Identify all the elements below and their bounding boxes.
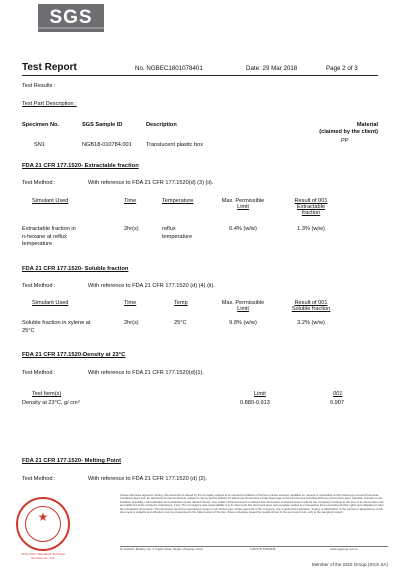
col-time: Time xyxy=(124,198,137,204)
method-label: Test Method : xyxy=(22,180,56,186)
report-number: No. NGBEC1801078401 xyxy=(135,65,203,72)
footer-address: 1F Northern Building, No. 5 Yingbin Road, Ningbo, Zhejiang, China xyxy=(120,547,203,551)
col-max-limit-line2: Limit xyxy=(237,204,249,210)
col-result xyxy=(280,300,342,312)
density-result: 0.907 xyxy=(330,400,344,406)
temperature-value xyxy=(162,226,192,241)
col-result xyxy=(280,198,342,216)
temp-value: 25°C xyxy=(174,320,187,326)
col-simulant: Simulant Used xyxy=(32,198,69,204)
footer-phone: t (86-574) 87663308 xyxy=(250,547,276,551)
result-value: 3.2% (w/w) xyxy=(297,320,325,326)
density-limit: 0.880-0.913 xyxy=(240,400,270,406)
col-sample-001: 001 xyxy=(333,391,343,397)
col-result-line2: Soluble fraction xyxy=(291,306,331,312)
section-soluble-title: FDA 21 CFR 177.1520- Soluble fraction xyxy=(22,266,129,272)
method-text: With reference to FDA 21 CFR 177.1520 (d) (4) (ii). xyxy=(88,283,215,289)
limit-value: 9.8% (w/w) xyxy=(229,320,257,326)
col-max-limit xyxy=(208,300,278,312)
time-value: 2hr(s) xyxy=(124,226,139,232)
part-description-label: Test Part Description : xyxy=(22,101,77,107)
col-description: Description xyxy=(146,122,177,128)
sample-id: NGB18-010784.001 xyxy=(82,142,132,148)
simulant-line2: n-hexane at reflux xyxy=(22,233,67,240)
test-results-label: Test Results : xyxy=(22,83,56,89)
section-density-title: FDA 21 CFR 177.1520-Density at 23°C xyxy=(22,352,126,358)
report-date: Date: 29 Mar 2018 xyxy=(246,65,298,72)
col-material: Material xyxy=(356,122,378,128)
company-stamp xyxy=(16,497,70,551)
col-simulant: Simulant Used xyxy=(32,300,69,306)
result-value: 1.3% (w/w) xyxy=(297,226,325,232)
col-result-line1: Result of 001 xyxy=(294,198,328,204)
time-value: 2hr(s) xyxy=(124,320,139,326)
simulant-line1: Extractable fraction in xyxy=(22,226,76,232)
specimen-no: SN1 xyxy=(34,142,45,148)
simulant-line3: temperature xyxy=(22,241,53,247)
simulant-value xyxy=(22,226,76,249)
footer-website[interactable]: www.sgsgroup.com.cn xyxy=(330,547,358,551)
col-max-limit-line2: Limit xyxy=(237,306,249,312)
col-temperature: Temperature xyxy=(162,198,194,204)
material: PP xyxy=(341,138,349,144)
col-test-item: Test Item(s) xyxy=(32,391,62,397)
star-icon: ★ xyxy=(37,510,49,524)
col-limit: Limit xyxy=(254,391,266,397)
simulant-value xyxy=(22,320,90,335)
col-time: Time xyxy=(124,300,137,306)
col-temp: Temp xyxy=(174,300,188,306)
header-rule xyxy=(22,75,378,76)
report-title: Test Report xyxy=(22,62,77,73)
density-item: Density at 23°C, g/ cm³ xyxy=(22,400,80,406)
sgs-logo: SGS xyxy=(38,4,104,32)
col-result-line2: Extractable xyxy=(297,204,325,210)
footer-disclaimer: Unless otherwise agreed in writing, this document is issued by the Company subject to its General Conditions of Service printed overleaf, available on request or accessible at http://www.sgs.com/en/Terms-and-Conditions.aspx and, for electronic format documents, subject to Terms and Conditions for Electronic Documents at http://www.sgs.com/en/Terms-and-Conditions/Terms-e-Document.aspx. Attention is drawn to the limitation of liability, indemnification and jurisdiction issues defined therein. Any holder of this document is advised that information contained hereon reflects the Company's findings at the time of its intervention only and within the limits of Client's instructions, if any. The Company's sole responsibility is to its Client and this document does not exonerate parties to a transaction from exercising all their rights and obligations under the transaction documents. This document cannot be reproduced except in full, without prior written approval of the Company. Any unauthorized alteration, forgery or falsification of the content or appearance of this document is unlawful and offenders may be prosecuted to the fullest extent of the law. Unless otherwise stated the results shown in this test report refer only to the sample(s) tested. xyxy=(120,493,384,515)
col-result-line1: Result of 001 xyxy=(294,300,328,306)
method-label: Test Method : xyxy=(22,476,56,482)
simulant-line2: 25°C xyxy=(22,327,35,334)
section-extractable-title: FDA 21 CFR 177.1520- Extractable fraction xyxy=(22,163,139,169)
stamp-text: SGS-CSTC Standards Technical Services Co., Ltd. xyxy=(21,552,65,560)
col-max-limit-line1: Max. Permissible xyxy=(221,300,265,306)
page-number: Page 2 of 3 xyxy=(326,65,358,72)
description: Translucent plastic box xyxy=(146,142,203,148)
method-text: With reference to FDA 21 CFR 177.1520(d) (3) (ii). xyxy=(88,180,214,186)
col-max-limit-line1: Max. Permissible xyxy=(221,198,265,204)
method-label: Test Method : xyxy=(22,370,56,376)
col-sample-id: SGS Sample ID xyxy=(82,122,123,128)
section-melting-title: FDA 21 CFR 177.1520- Melting Point xyxy=(22,458,121,464)
temperature-line2: temperature xyxy=(162,233,193,240)
col-specimen-no: Specimen No. xyxy=(22,122,59,128)
method-text: With reference to FDA 21 CFR 177.1520(d)(1). xyxy=(88,370,204,376)
col-material-note: (claimed by the client) xyxy=(319,129,378,135)
simulant-line1: Soluble fraction in xylene at xyxy=(22,320,91,326)
footer-member-line: Member of the SGS Group (SGS SA) xyxy=(311,562,388,567)
method-text: With reference to FDA 21 CFR 177.1520 (d) (2). xyxy=(88,476,208,482)
col-result-line3: fraction xyxy=(301,210,321,216)
method-label: Test Method : xyxy=(22,283,56,289)
col-max-limit xyxy=(208,198,278,210)
temperature-line1: reflux xyxy=(162,226,176,232)
limit-value: 6.4% (w/w) xyxy=(229,226,257,232)
